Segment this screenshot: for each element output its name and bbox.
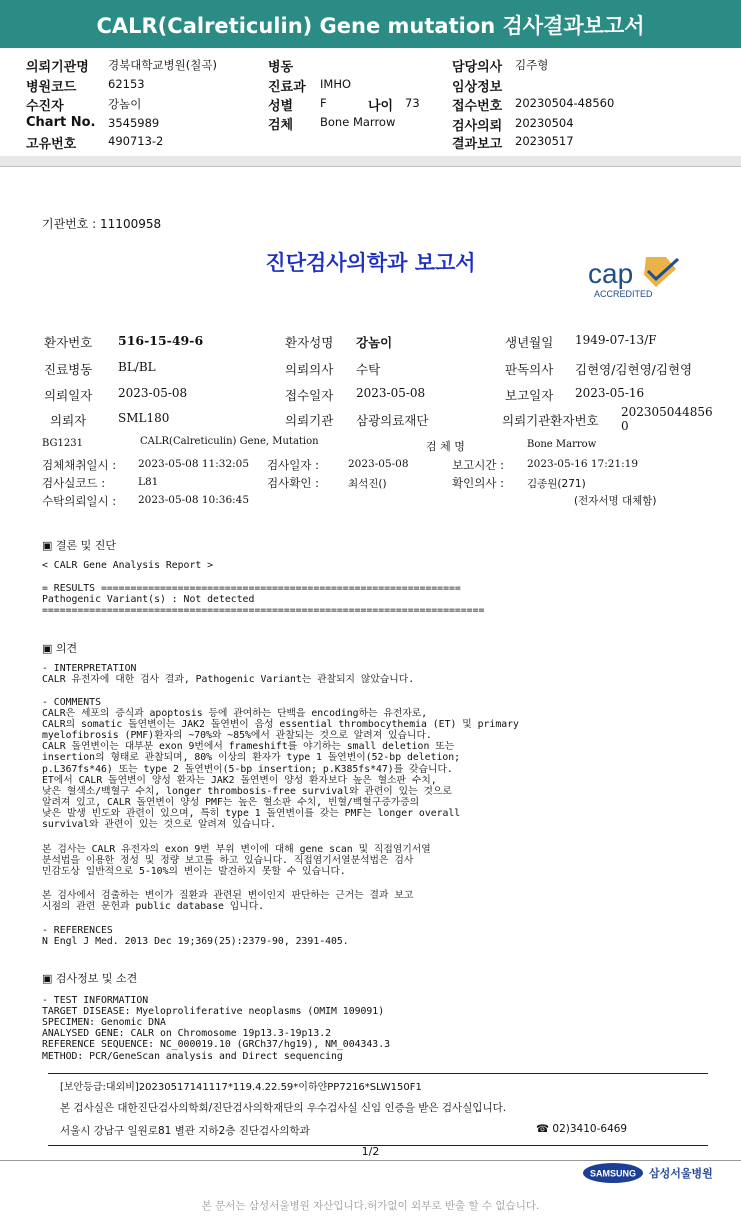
confirm-doctor-label: 확인의사 : <box>452 476 504 490</box>
request-date-label: 의뢰일자 <box>44 388 93 403</box>
samsung-hospital-logo <box>583 1161 713 1189</box>
inst-patient-no-value: 202305044856 <box>621 405 713 419</box>
specimen-value: Bone Marrow <box>320 115 396 129</box>
request-value: 20230504 <box>515 116 574 130</box>
report-document <box>0 167 741 1220</box>
report-title-bar <box>0 0 741 48</box>
patient-name-value: 강놈이 <box>356 335 393 350</box>
request-date-value: 2023-05-08 <box>118 386 188 400</box>
method-paragraph-line: 민감도상 일반적으로 5-10%의 변이는 발견하지 못할 수 있습니다. <box>42 866 346 878</box>
clinical-info-label: 임상정보 <box>452 80 503 95</box>
hospital-code-label: 병원코드 <box>26 80 77 95</box>
section-test-info: ▣ 검사정보 및 소견 <box>42 972 138 985</box>
inst-patient-no-value-tail: 0 <box>621 419 629 433</box>
test-name: CALR(Calreticulin) Gene, Mutation <box>140 436 319 447</box>
method-paragraph-line: 본 검사는 CALR 유전자의 exon 9번 부위 변이에 대해 gene scan 및 직접염기서열 <box>42 844 431 855</box>
test-info-line: ANALYSED GENE: CALR on Chromosome 19p13.3-19p13.2 <box>42 1028 332 1040</box>
comments-line: 낮은 발생 빈도와 관련이 있으며, 특히 type 1 돌연변이를 갖는 PMF는 longer overall <box>42 807 461 819</box>
confidentiality-note: 본 문서는 삼성서울병원 자산입니다.허가없이 외부로 반출 할 수 없습니다. <box>201 1200 540 1212</box>
comments-line: p.L367fs*46) 또는 type 2 돌연변이(5-bp insertion; p.K385fs*47)를 갖습니다. <box>42 763 453 775</box>
collection-time-value: 2023-05-08 11:32:05 <box>138 458 250 470</box>
cap-logo-subtext: ACCREDITED <box>594 289 653 299</box>
results-end-line: =========================================================================== <box>42 605 485 616</box>
page-number: 1/2 <box>361 1145 380 1158</box>
lab-phone: ☎ 02)3410-6469 <box>536 1123 628 1135</box>
test-date-label: 검사일자 : <box>267 458 319 472</box>
certification-note: 본 검사실은 대한진단검사의학회/진단검사의학재단의 우수검사실 신임 인증을 받은 검사실입니다. <box>60 1102 507 1114</box>
consign-time-value: 2023-05-08 10:36:45 <box>138 494 250 506</box>
dept-value: IMHO <box>320 77 352 91</box>
result-report-label: 결과보고 <box>452 137 503 152</box>
specimen-name-value: Bone Marrow <box>527 439 597 450</box>
comments-heading: - COMMENTS <box>42 697 101 708</box>
test-info-line: METHOD: PCR/GeneScan analysis and Direct sequencing <box>42 1050 343 1062</box>
hospital-code-value: 62153 <box>108 77 145 91</box>
method-paragraph-line: 분석법을 이용한 정성 및 정량 보고를 하고 있습니다. 직접염기서열분석법은 검사 <box>42 855 414 867</box>
document-title: 진단검사의학과 보고서 <box>265 251 476 275</box>
accession-value: 20230504-48560 <box>515 96 615 110</box>
test-date-value: 2023-05-08 <box>348 458 409 470</box>
e-signature-note: (전자서명 대체함) <box>574 495 657 507</box>
comments-line: CALR은 세포의 증식과 apoptosis 등에 관여하는 단백을 encoding하는 유전자로, <box>42 708 428 719</box>
requesting-doctor-label: 의뢰의사 <box>285 362 334 377</box>
comments-line: myelofibrosis (PMF)환자의 ~70%와 ~85%에서 관찰되는 것으로 알려져 있습니다. <box>42 730 432 742</box>
doctor-value: 김주형 <box>515 58 549 72</box>
patient-no-value: 516-15-49-6 <box>118 333 204 348</box>
test-code: BG1231 <box>42 438 83 449</box>
basis-paragraph-line: 본 검사에서 검출하는 변이가 질환과 관련된 변이인지 판단하는 근거는 결과 보고 <box>42 890 414 901</box>
age-value: 73 <box>405 96 420 110</box>
ward-value-2: BL/BL <box>118 360 156 374</box>
report-date-label: 보고일자 <box>505 388 554 403</box>
patient-name-label: 환자성명 <box>285 335 334 350</box>
chart-no-value: 3545989 <box>108 116 160 130</box>
interpretation-heading: - INTERPRETATION <box>42 663 137 674</box>
requesting-doctor-value: 수탁 <box>356 362 381 377</box>
patient-no-label: 환자번호 <box>44 335 93 350</box>
unique-no-value: 490713-2 <box>108 134 164 148</box>
result-report-value: 20230517 <box>515 134 574 148</box>
cap-logo-text: cap <box>588 258 634 289</box>
sex-value: F <box>320 96 327 110</box>
ward-label: 병동 <box>268 60 294 75</box>
interpretation-text: CALR 유전자에 대한 검사 결과, Pathogenic Variant는 관찰되지 않았습니다. <box>42 674 415 685</box>
institution-number: 기관번호 : 11100958 <box>42 217 162 231</box>
comments-line: CALR의 somatic 돌연변이는 JAK2 돌연변이 음성 essential thrombocythemia (ET) 및 primary <box>42 719 519 731</box>
basis-paragraph-line: 시점의 관련 문헌과 public database 입니다. <box>42 901 265 913</box>
lab-address: 서울시 강남구 일원로81 별관 지하2층 진단검사의학과 <box>60 1125 310 1137</box>
test-check-value: 최석진() <box>348 478 387 490</box>
request-label: 검사의뢰 <box>452 119 503 134</box>
hospital-name-value: 경북대학교병원(칠곡) <box>108 58 217 72</box>
doctor-label: 담당의사 <box>452 60 503 75</box>
confirm-doctor-value: 김종원(271) <box>527 478 586 490</box>
pathogenic-variant-result: Pathogenic Variant(s) : Not detected <box>42 594 255 605</box>
comments-line: CALR 돌연변이는 대부분 exon 9번에서 frameshift를 야기하는 small deletion 또는 <box>42 741 455 753</box>
requester-value: SML180 <box>118 411 170 425</box>
report-date-value: 2023-05-16 <box>575 386 645 400</box>
security-grade: [보안등급:대외비]20230517141117*119.4.22.59*이하얀PP7216*SLW150F1 <box>60 1082 422 1093</box>
requesting-inst-value: 삼광의료재단 <box>356 413 429 428</box>
report-title: CALR(Calreticulin) Gene mutation 검사결과보고서 <box>96 14 645 38</box>
dept-label: 진료과 <box>268 80 306 95</box>
patient-value: 강놈이 <box>108 97 142 111</box>
specimen-name-label: 검 체 명 <box>426 440 465 453</box>
birth-date-label: 생년월일 <box>505 335 554 350</box>
section-opinion: ▣ 의견 <box>42 642 78 655</box>
results-line: = RESULTS ============================================================= <box>42 583 461 594</box>
report-time-value: 2023-05-16 17:21:19 <box>527 458 639 470</box>
ward-label-2: 진료병동 <box>44 362 93 377</box>
lab-code-label: 검사실코드 : <box>42 476 106 490</box>
test-info-line: TARGET DISEASE: Myeloproliferative neoplasms (OMIM 109091) <box>42 1006 385 1018</box>
accession-label: 접수번호 <box>452 99 503 114</box>
reading-doctor-label: 판독의사 <box>505 362 554 377</box>
hospital-name-label: 의뢰기관명 <box>26 60 89 75</box>
comments-line: ET에서 CALR 돌연변이 양성 환자는 JAK2 돌연변이 양성 환자보다 높은 혈소판 수치, <box>42 774 437 786</box>
references-text: N Engl J Med. 2013 Dec 19;369(25):2379-90, 2391-405. <box>42 936 349 947</box>
header-info <box>0 48 741 158</box>
test-info-line: - TEST INFORMATION <box>42 995 149 1006</box>
inst-patient-no-label: 의뢰기관환자번호 <box>502 413 599 428</box>
consign-time-label: 수탁의뢰일시 : <box>42 494 117 508</box>
patient-label: 수진자 <box>26 99 64 114</box>
test-check-label: 검사확인 : <box>267 476 319 490</box>
sex-label: 성별 <box>268 99 294 114</box>
birth-date-value: 1949-07-13/F <box>575 333 657 347</box>
test-info-line: REFERENCE SEQUENCE: NC_000019.10 (GRCh37/hg19), NM_004343.3 <box>42 1039 390 1051</box>
section-conclusion: ▣ 결론 및 진단 <box>42 539 117 552</box>
cap-accredited-logo <box>586 253 686 303</box>
requesting-inst-label: 의뢰기관 <box>285 413 334 428</box>
receipt-date-label: 접수일자 <box>285 388 334 403</box>
specimen-label: 검체 <box>268 118 294 133</box>
age-label: 나이 <box>368 99 394 114</box>
collection-time-label: 검체채취일시 : <box>42 458 117 472</box>
calr-report-title: < CALR Gene Analysis Report > <box>42 560 214 571</box>
receipt-date-value: 2023-05-08 <box>356 386 426 400</box>
unique-no-label: 고유번호 <box>26 137 77 152</box>
comments-line: insertion의 형태로 관찰되며, 80% 이상의 환자가 type 1 돌연변이(52-bp deletion; <box>42 752 461 764</box>
report-time-label: 보고시간 : <box>452 458 504 472</box>
test-info-line: SPECIMEN: Genomic DNA <box>42 1017 166 1029</box>
report-footer <box>48 1073 708 1146</box>
comments-line: survival와 관련이 있는 것으로 알려져 있습니다. <box>42 819 276 830</box>
chart-no-label: Chart No. <box>26 115 96 130</box>
requester-label: 의뢰자 <box>50 413 87 428</box>
samsung-logo-text: SAMSUNG <box>589 1168 637 1179</box>
lab-code-value: L81 <box>138 476 159 488</box>
reading-doctor-value: 김현영/김현영/김현영 <box>575 362 693 377</box>
divider <box>0 156 741 166</box>
comments-line: 알려져 있고, CALR 돌연변이 양성 PMF는 높은 혈소판 수치, 빈혈/백혈구증가증의 <box>42 796 420 808</box>
references-heading: - REFERENCES <box>42 925 113 936</box>
comments-line: 낮은 혈색소/백혈구 수치, longer thrombosis-free survival와 관련이 있는 것으로 <box>42 785 452 797</box>
hospital-name-logo: 삼성서울병원 <box>649 1167 713 1180</box>
